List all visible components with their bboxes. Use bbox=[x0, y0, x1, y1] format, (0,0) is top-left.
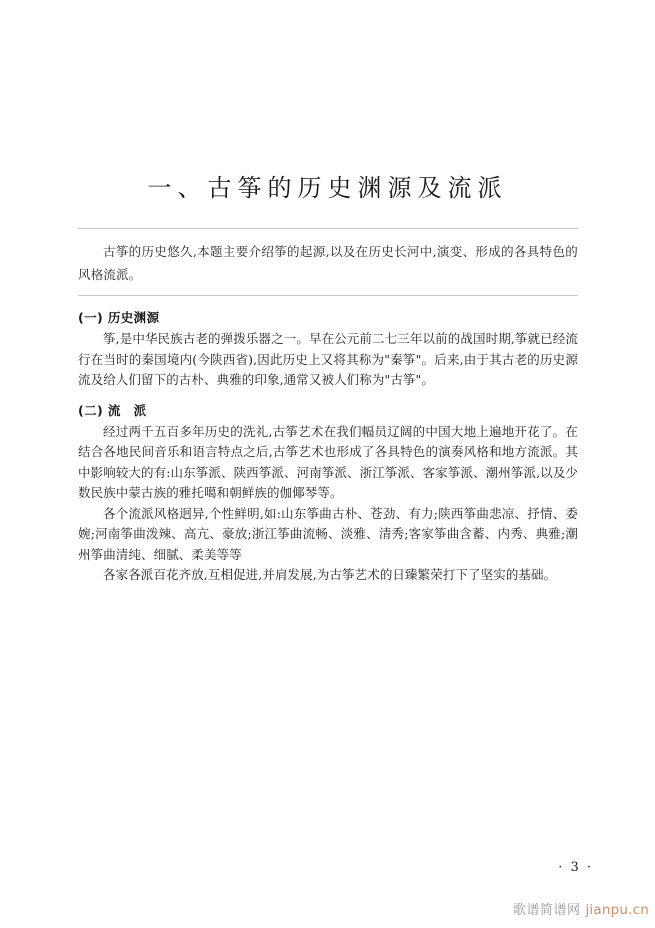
abstract-text: 古筝的历史悠久,本题主要介绍筝的起源,以及在历史长河中,演变、形成的各具特色的风格流派。 bbox=[78, 244, 578, 282]
section-historical-origin bbox=[78, 308, 578, 391]
paragraph: 经过两千五百多年历史的洗礼,古筝艺术在我们幅员辽阔的中国大地上遍地开花了。在结合各地民间音乐和语言特点之后,古筝艺术也形成了各具特色的演奏风格和地方流派。其中影响较大的有:山东筝派、陕西筝派、河南筝派、浙江筝派、客家筝派、潮州筝派,以及少数民族中蒙古族的雅托噶和朝鲜族的伽倻琴等。 bbox=[78, 423, 578, 500]
page-number: · 3 · bbox=[558, 860, 593, 875]
section-heading-schools: (二) 流 派 bbox=[78, 402, 147, 418]
section-schools bbox=[78, 401, 578, 586]
abstract-block bbox=[78, 228, 578, 296]
article-body bbox=[78, 308, 578, 586]
paragraph: 各家各派百花齐放,互相促进,并肩发展,为古筝艺术的日臻繁荣打下了坚实的基础。 bbox=[103, 567, 557, 582]
section-heading-historical-origin: (一) 历史渊源 bbox=[78, 310, 160, 325]
page-title: 一、古筝的历史渊源及流派 bbox=[147, 174, 508, 203]
paragraph: 各个流派风格迥异,个性鲜明,如:山东筝曲古朴、苍劲、有力;陕西筝曲悲凉、抒情、委婉;河南筝曲泼辣、高亢、豪放;浙江筝曲流畅、淡雅、清秀;客家筝曲含蓄、内秀、典雅;潮州筝曲清纯、细腻、柔美等等 bbox=[78, 505, 578, 562]
watermark bbox=[513, 899, 649, 918]
watermark-site-name: 歌谱简谱网 bbox=[512, 903, 581, 918]
watermark-site-url: jianpu.cn bbox=[585, 902, 649, 918]
paragraph: 筝,是中华民族古老的弹拨乐器之一。早在公元前二七三年以前的战国时期,筝就已经流行在当时的秦国境内(今陕西省),因此历史上又将其称为"秦筝"。后来,由于其古老的历史源流及给人们留下的古朴、典雅的印象,通常又被人们称为"古筝"。 bbox=[78, 331, 578, 387]
